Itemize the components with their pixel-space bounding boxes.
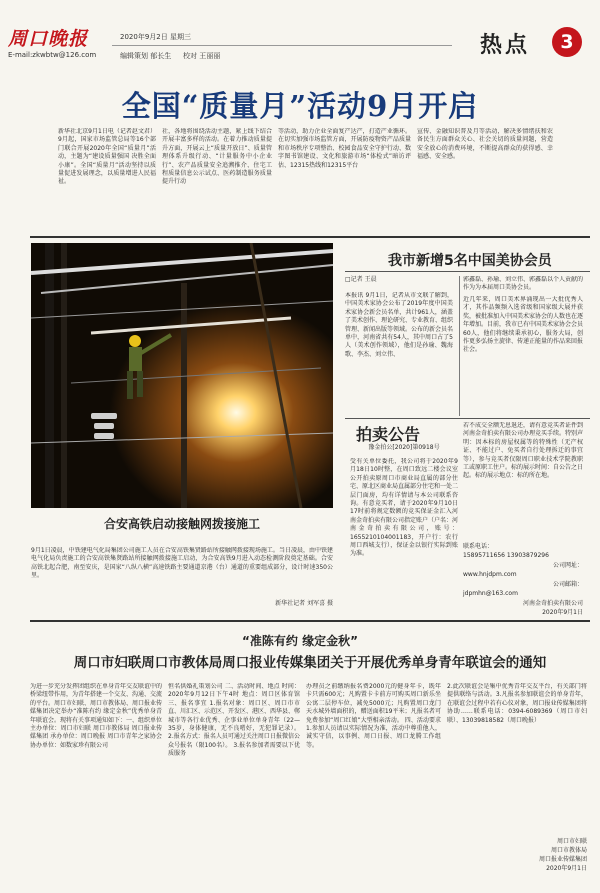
masthead-logo: 周口晚报 xyxy=(8,28,89,50)
auction-site-label: 公司网址： xyxy=(552,562,583,569)
auction-company: 河南金奇拍卖有限公司 xyxy=(522,600,583,607)
art-assoc-left: 本报讯 9月1日，记者从市文联了解到，中国美术家协会公布了2019年度中国美术家协会新会员名单，共计961人，涵盖了美术创作、理论研究、专业教育、组织管理、新闻出版等领域。公布的新会员名单中，河南省共有54人，其中周口占了5人（美术创作领域），他们是孙瑜、魏海歌、李杰、刘立伟、 xyxy=(345,292,453,358)
auction-date: 2020年9月1日 xyxy=(542,609,583,616)
art-assoc-headline: 我市新增5名中国美协会员 xyxy=(388,253,552,269)
page-number: 3 xyxy=(560,31,574,53)
notice-top-rule xyxy=(30,620,590,622)
auction-top-rule xyxy=(345,418,590,419)
auction-phone: 15895711656 13903879296 xyxy=(463,552,549,559)
article1-col2: 社，各地将围绕活动主题，紧上线下结合开展丰富多样的活动。在着力推动质量提升方面，开展云上“质量开放日”、质量管理体系升级行动、“计量服务中小企业行”、农产品质量安全追溯推介、住宅工程质量信息公示试点、医药制造服务质量提升行动 xyxy=(162,128,272,186)
pole-mid xyxy=(181,283,187,508)
art-assoc-byline: □记者 王晨 xyxy=(345,276,377,283)
masthead-editor: 编辑策划 郁长生 xyxy=(120,52,172,60)
page-number-badge xyxy=(552,27,582,57)
notice-date: 2020年9月1日 xyxy=(546,865,587,872)
masthead-rule xyxy=(112,45,452,46)
auction-email-label: 公司邮箱： xyxy=(552,581,583,588)
insulator xyxy=(91,413,117,439)
notice-signature-1: 周口市妇联 xyxy=(556,838,587,845)
auction-body: 受有关单位委托，我公司将于2020年9月18日10时整，在周口致远二楼会议室公开拍卖原周口市商业局直属的部分住宅、原北区商业局直属部分住宅和一处二层门面房，均有详情请与本公司联系咨询。有意竞买者，请于2020年9月10日17时前将规定数额的竞买保证金汇入河南金奇拍卖有限公司指定账户（户名：河南金奇拍卖有限公司，账号：1655210104001183，开户行：农行周口西城支行），保证金以银行实际到账为准。 xyxy=(350,458,458,558)
art-assoc-right-top: 郭鑫磊、孙瑜、刘立伟、郭鑫磊以个人贡献的作为为本届周口美协会员。 xyxy=(463,276,583,292)
art-assoc-rule xyxy=(345,271,590,272)
notice-col1: 为进一步充分发挥团组织在单身青年交友联谊中的桥梁纽带作用，为青年搭建一个交友、沟通、交流的平台。周口市妇联、周口市教体局、周口报业传媒集团决定举办“准陈有约 缘定金秋”优秀单身青年联谊会。现将有关事项通知如下：一、组织单位 主办单位：周口市妇联 周口市教体局 周口报业传媒集团 承办单位：周口晚报 周口市青年之家协会 协办单位：如数家珍有限公司 xyxy=(30,683,162,749)
art-assoc-divider xyxy=(459,276,460,416)
article1-col1: 新华社北京9月1日电（记者赵文君）9月起，国家市场监管总局等16个部门联合开展2020年全国“质量月”活动，主题为“建设质量强国 决胜全面小康”。全国“质量月”活动坚持以质量促进发展理念，以质量增进人民福祉。 xyxy=(58,128,156,186)
rail-photo xyxy=(31,243,333,508)
masthead-proofreader: 校对 王丽丽 xyxy=(183,52,221,60)
notice-signature-3: 周口报业传媒集团 xyxy=(538,856,587,863)
notice-signature-2: 周口市教体局 xyxy=(550,847,587,854)
rail-photo-svg xyxy=(31,243,333,508)
auction-right: 若不成交全额无息退还，请有意竞买者证件到河南金奇拍卖有限公司办理竞买手续。特别声明：因本标的房屋权属等的特殊性（无产权证、不能过户、免买者自行处理拆迁的事宜等），参与竞买者仅限周口职业技术学院教职工或原职工住户。标的展示时间：自公告之日起。标的展示地点：标的所在地。 xyxy=(463,422,583,480)
notice-headline: 周口市妇联周口市教体局周口报业传媒集团关于开展优秀单身青年联谊会的通知 xyxy=(73,655,547,671)
notice-col4: 2.此次联谊会是集中优秀青年交友平台，有关部门将提供联络与活动。3.凡报名参加联谊会的单身青年，在联谊会过程中若有心仪对象，周口报业传媒集团将协助……联系电话：0394-6089369（周口市妇联）、13039818582（周口晚报） xyxy=(447,683,587,724)
masthead-date: 2020年9月2日 星期三 xyxy=(120,33,191,41)
auction-title: 拍卖公告 xyxy=(356,425,421,444)
pole-left xyxy=(45,243,54,508)
section-title: 热点 xyxy=(480,32,531,58)
article1-col4: 宣传、金融知识普及月等活动，解决多情绪扶和农备民生方面群众关心、社会关切的质量问题，营造安全放心的消费环境，不断提高群众的获得感、幸福感、安全感。 xyxy=(417,128,553,161)
rail-article-credit: 新华社记者 刘军喜 摄 xyxy=(275,600,333,607)
art-assoc-right: 近几年来，周口美术界涌现出一大批优秀人才，其作品频频入选省级和国家级大展并获奖，被批准加入中国美术家协会的人数也在逐年增加。目前，我市已有中国美术家协会会员60人，他们将继续秉承初心，服务大局，创作更多弘扬主旋律、传递正能量的作品来回报社会。 xyxy=(463,296,583,354)
notice-col2: 恒名供婚礼策划公司 二、活动时间、地点 时间：2020年9月12日下午4时 地点：周口区体育馆 三、报名事宜 1.报名对象：周口区、周口市市直、川汇区、示范区、开发区、港区、西华县、郸城市等各行业优秀、企事业单位单身青年（22—35岁，身体健康，无不良嗜好，无犯罪记录）。 2.报名方式：报名人员可通过关注周口日报微信公众号报名（限100名）。 3.报名参加者需要以下优质服务 xyxy=(168,683,300,758)
pole-left-2 xyxy=(61,243,67,508)
auction-contact-label: 联系电话： xyxy=(463,543,494,550)
masthead-email: E-mail:zkwbtw@126.com xyxy=(8,51,97,59)
photo-caption: 合安高铁启动接触网拨接施工 xyxy=(103,517,260,531)
article1-bottom-rule xyxy=(30,236,590,238)
auction-number: 豫金拍公[2020]第0918号 xyxy=(368,444,440,451)
headline-quality-month: 全国“质量月”活动9月开启 xyxy=(121,89,479,123)
masthead xyxy=(0,0,600,66)
rail-article-text: 9月1日凌晨，中铁建电气化局集团公司施工人员在合安高铁集贤路站所接触网拨接现场施工。当日凌晨，由中铁建电气化局负责施工的合安高铁集贤路站所接触网拨接施工启动，为合安高铁9月进入动态检测阶段奠定基础。合安高铁北起合肥，南至安庆，是国家“八纵八横”高速铁路主要通道京港（台）通道的重要组成部分，设计时速350公里。 xyxy=(31,547,333,580)
notice-kicker: “准陈有约 缘定金秋” xyxy=(242,634,358,648)
auction-site: www.hnjdpm.com xyxy=(463,571,517,578)
notice-col3: 办理员之前缴纳报名费2000元的健身年卡，既年卡只需600元；凡购置卡卡前方可购买周口新乐坐公寓二层停车位，减免5000元；凡购置周口龙门天水城外墙面积的，赠送面积19平米；凡报名者可免费参加“周口红娘”大型相亲活动。 四、活动要求 1.参加人员请以实际情况为准，活动中尊重他人，诚实守信，以事例、周口日报、周口龙腾工作组等。 xyxy=(306,683,441,749)
auction-email: jdpmhn@163.com xyxy=(463,590,518,597)
article1-col3: 等活动，助力企业全面复产达产，打造产业循环。在切实加强市场监管方面，开展防疫物资产品质量和市场秩序专项整治、校园食品安全守护行动、数字图书馆建设、文化和旅游市场“体检式”暗访评估、12315热线和12315平台 xyxy=(278,128,411,169)
